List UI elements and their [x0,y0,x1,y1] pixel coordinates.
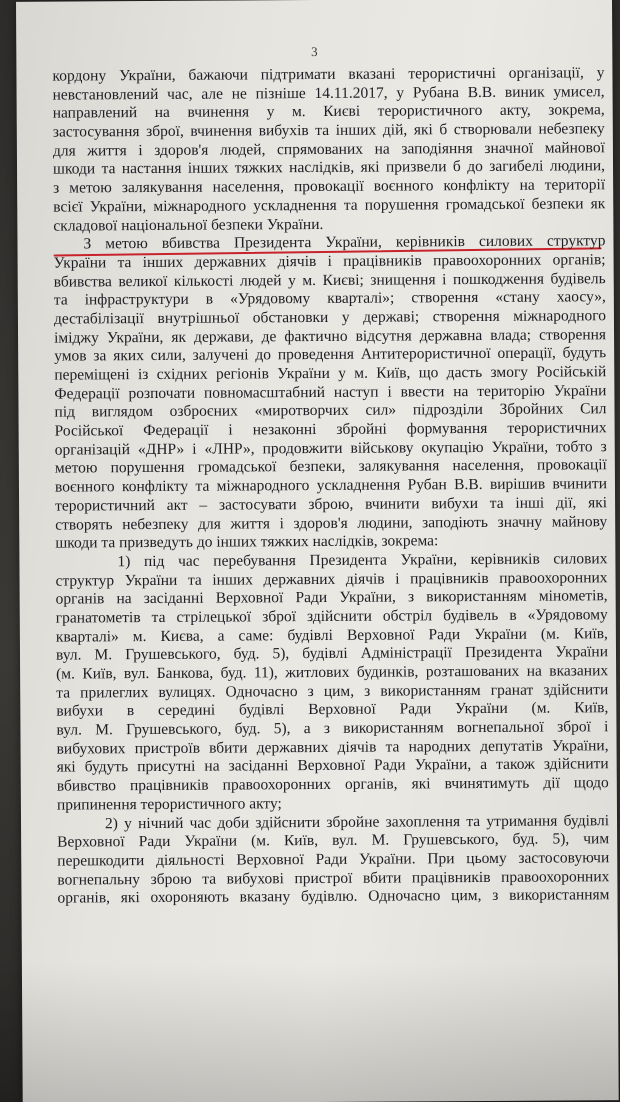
text-line: вогнепальну зброю та вибухові пристрої вбити працівників правоохоронних [57,867,610,889]
text-line: вул. М. Грушевського, буд. 5), будівлі Адміністрації Президента України [55,643,609,664]
text-line: які будуть присутні на засіданні Верховної Ради України, а також здійснити [56,755,609,777]
text-line: вбивства великої кількості людей у м. Києві; знищення і пошкодження будівель [53,269,606,291]
text-line: вибухи в середині будівлі Верховної Ради України (м. Київ, [56,699,609,720]
text-line: організацій «ДНР» і «ЛНР», продовжити військову окупацію України, тобто з [54,437,607,459]
text-line: вибухових пристроїв вбити державних діячів та народних депутатів України, [56,736,609,758]
text-line: іміджу України, як держави, де фактично відсутня державна влада; створення [54,325,607,347]
document-page [16,0,619,1102]
text-line: шкоди та настання інших тяжких наслідків, які призвели б до загибелі людини, [52,157,606,179]
text-line: всієї України, міжнародного ускладнення та порушення громадської безпеки як [53,195,606,216]
text-line: Федерації розпочати повномасштабний наступ і ввести на територію України [54,381,607,403]
document-body [52,64,609,908]
text-line: направлений на вчинення у м. Києві терористичного акту, зокрема, [52,101,605,122]
text-line: гранатометів та стрілецької зброї здійснити обстріл будівель в «Урядовому [55,606,608,627]
text-line: органів, які охороняють вказану будівлю. Одночасно цим, з використанням [57,886,610,907]
text-line: воєнного конфлікту та міжнародного ускладнення Рубан В.В. вирішив вчинити [54,475,608,496]
text-line: вбивство працівників правоохоронних органів, які вчинятимуть дії щодо [56,774,609,795]
text-line: невстановлений час, але не пізніше 14.11.2017, у Рубана В.В. виник умисел, [52,82,605,104]
text-line: органів на засіданні Верховної Ради України, з використанням мінометів, [55,587,608,608]
highlighted-text-line: З метою вбивства Президента України, керівників силових структур [83,232,606,253]
text-line: кордону України, бажаючи підтримати вказані терористичні організації, у [52,64,605,85]
text-line: метою порушення громадської безпеки, залякування населення, провокації [54,456,607,478]
list-item-2-start: 2) у нічний час доби здійснити збройне захоплення та утримання будівлі [104,811,610,832]
text-line: перешкодити діяльності Верховної Ради України. При цьому застосовуючи [57,849,610,870]
text-line: кварталі» м. Києва, а саме: будівлі Верховної Ради України (м. Київ, [55,624,608,646]
text-line: шкоди та призведуть до інших тяжких наслідків, зокрема: [55,532,439,552]
text-line: Верховної Ради України (м. Київ, вул. М. Грушевського, буд. 5), чим [57,830,610,851]
text-line: дестабілізації внутрішньої обстановки у державі; створення міжнародного [53,307,606,328]
text-line: припинення терористичного акту; [56,795,282,814]
text-line: умов за яких сили, залучені до проведення Антитерористичної операції, будуть [54,344,607,365]
text-line: структур України та інших державних діячів і працівників правоохоронних [55,568,608,590]
text-line: Російської Федерації і незаконні збройні формування терористичних [54,419,607,440]
text-line: під виглядом озброєних «миротворчих сил» підрозділи Збройних Сил [54,400,607,421]
text-line: та прилеглих вулицях. Одночасно з цим, з використанням гранат здійснити [56,680,609,702]
page-number: 3 [311,43,318,60]
list-item-1-start: 1) під час перебування Президента України, керівників силових [117,550,608,571]
text-line: переміщені із східних регіонів України у м. Київ, що дасть змогу Російській [54,363,607,384]
text-line: складової національної безпеки України. [53,215,324,235]
text-line: для життя і здоров'я людей, спрямованих на заподіяння значної майнової [52,138,605,160]
text-line: застосування зброї, вчинення вибухів та інших дій, які б створювали небезпеку [52,120,605,141]
text-line: створять небезпеку для життя і здоров'я людини, заподіють значну майнову [55,512,608,534]
text-line: з метою залякування населення, провокації воєнного конфлікту на території [53,176,606,197]
text-line: терористичний акт – застосувати зброю, вчинити вибухи та інші дії, які [55,494,608,515]
text-line: України та інших державних діячів і працівників правоохоронних органів; [53,251,606,272]
text-line: та інфраструктури в «Урядовому кварталі»; створення «стану хаосу», [53,288,606,309]
text-line: (м. Київ, вул. Банкова, буд. 11), житлових будинків, розташованих на вказаних [56,662,609,683]
text-line: вул. М. Грушевського, буд. 5), а з використанням вогнепальної зброї і [56,718,609,739]
